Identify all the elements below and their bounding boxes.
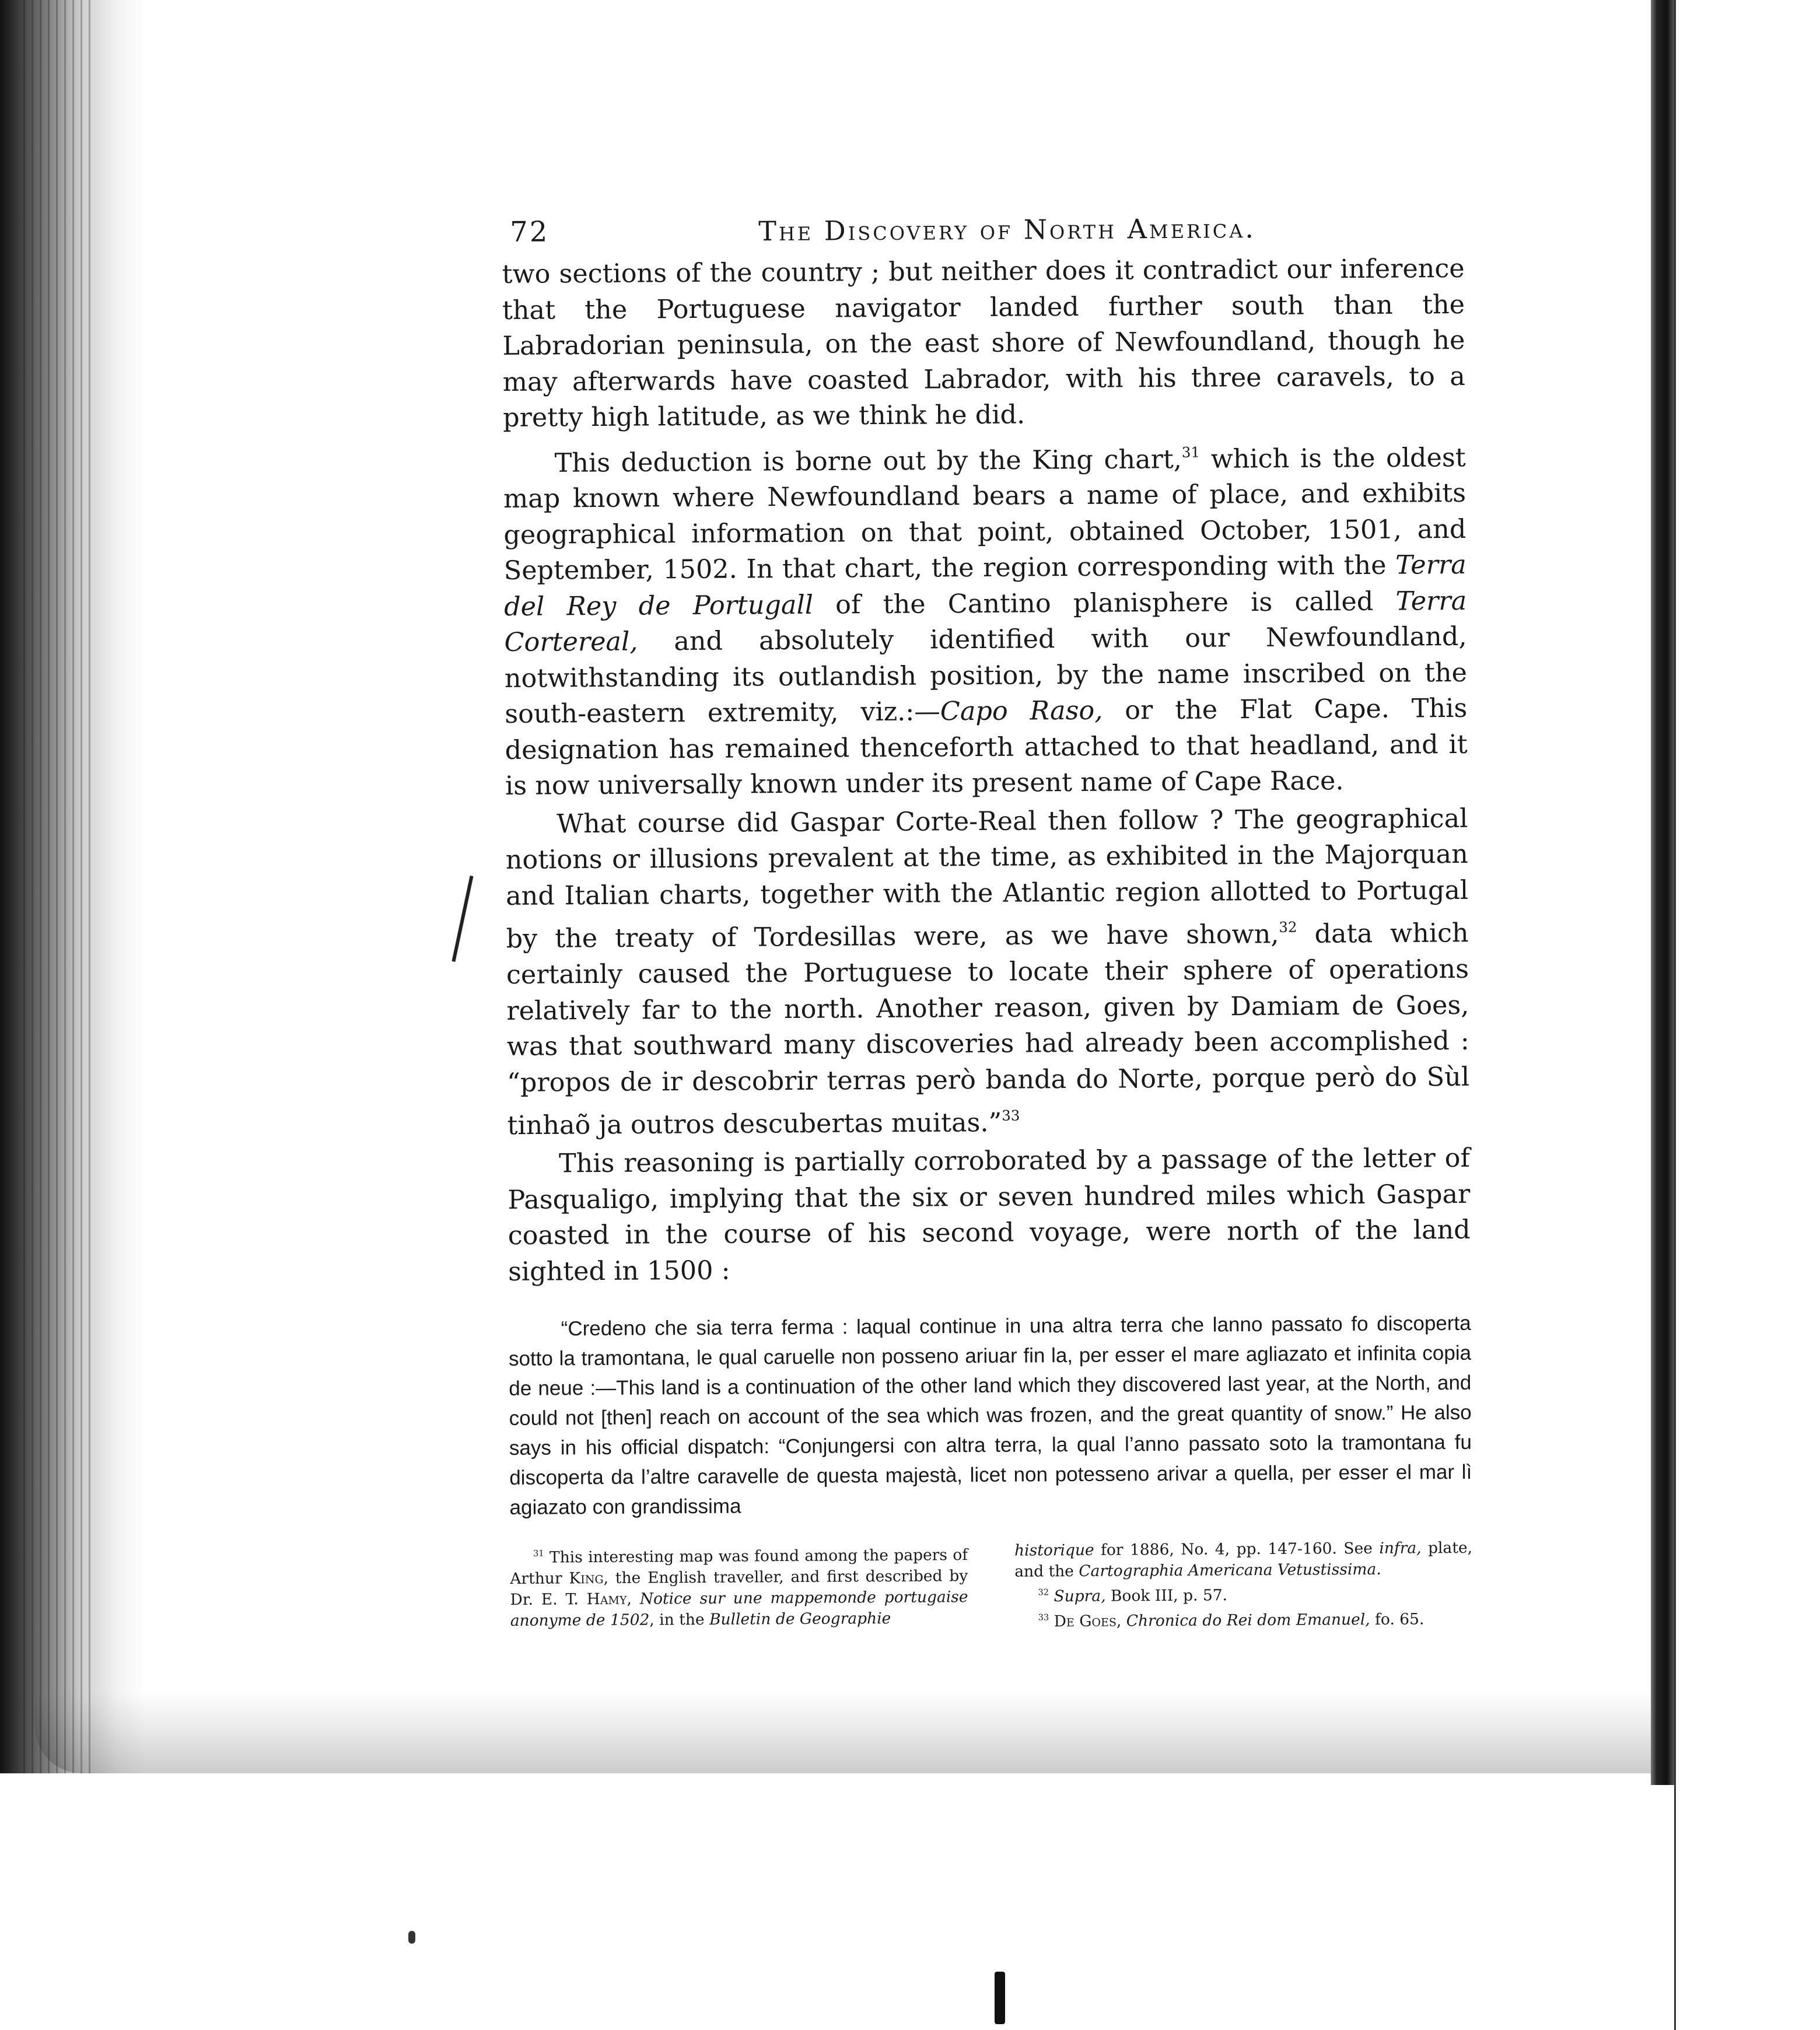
footnote-column-left [510,1541,968,1636]
footnote-31-continued [1014,1538,1472,1583]
running-title: The Discovery of North America. [758,212,1256,247]
footnote-31-king: King [569,1569,604,1588]
paragraph-2-text-e: or the Flat Cape. This designation has remained thenceforth attached to that headland, and it is now universally known under its present name of Cape Race. [505,694,1468,802]
facing-page-edge [1674,0,1820,2030]
footnote-31-text-d: , in the [649,1610,710,1629]
body-text [502,251,1471,1290]
paragraph-2-text-c: of the Cantino planisphere is called [813,586,1396,620]
page-text-block [502,204,1473,1636]
paragraph-3-text-b: data which certainly caused the Portuguese to locate their sphere of operations relatively far to the north. Another reason, given by Damiam de Goes, was that southward many discoveries had already been accomplished : “propos de ir descobrir terras però banda do Norte, porque però do Sùl tinhaõ ja outros descubertas muitas.” [506,918,1470,1141]
footnote-33 [1015,1605,1473,1633]
scan-artifact-dot [408,1931,415,1944]
footnote-33-italic-chronica: Chronica do Rei dom Emanuel, [1126,1610,1370,1630]
running-head [502,204,1464,257]
scan-bottom-margin [0,1773,1820,2030]
page-number: 72 [510,215,550,249]
footnote-31-italic-cartographia: Cartographia Americana Vetustissima. [1079,1560,1381,1581]
footnote-31-hamy: Hamy [586,1590,627,1609]
paragraph-4: This reasoning is partially corroborated by a passage of the letter of Pasqualigo, implying that the six or seven hundred miles which Gaspar coasted in the course of his second voyage, were north of the land sighted in 1500 : [508,1143,1471,1287]
paragraph-2-text-b: which is the oldest map known where Newfoundland bears a name of place, and exhibits geographical information on that point, obtained October, 1501, and September, 1502. In that chart, the region corresponding with the [503,442,1466,586]
footnote-31-italic-notice: Notice sur une mappemonde portugaise anonyme de 1502 [510,1588,968,1630]
footnote-31 [510,1541,968,1632]
footnote-33-author: De Goes, [1049,1612,1126,1631]
paragraph-2 [503,432,1468,804]
paragraph-2-text-a: This deduction is borne out by the King chart, [554,444,1182,478]
italic-capo-raso: Capo Raso, [940,696,1103,727]
footnote-31-text-a: This interesting map was found among the papers of Arthur [510,1546,968,1588]
paragraph-1: two sections of the country ; but neither does it contradict our inference that the Portuguese navigator landed further south than the Labradorian peninsula, on the east shore of Newfoundland, though he may afterwards have coasted Labrador, with his three caravels, to a pretty high latitude, as we think he did. [502,253,1465,433]
italic-terra-cortereal: Terra Cortereal, [504,586,1467,658]
footnote-31-cont-text-a: for 1886, No. 4, pp. 147-160. See [1094,1539,1380,1559]
footnote-33-text: fo. 65. [1370,1610,1424,1629]
block-quotation: “Credeno che sia terra ferma : laqual continue in una altra terra che lanno passato fo discoperta sotto la tramontana, le qual caruelle non posseno ariuar fin la, per esser el mare agliazato et infinita copia de neue :—This land is a continuation of the other land which they discovered last year, at the North, and could not [then] reach on account of the sea which was frozen, and the great quantity of snow.” He also says in his official dispatch: “Conjungersi con altra terra, la qual l’anno passato soto la tramontana fu discoperta da l’altre caravelle de questa majestà, licet non potesseno arivar a quella, per esser el mar lì agiazato con grandissima [508,1311,1472,1519]
paragraph-2-text-d: and absolutely identified with our Newfoundland, notwithstanding its outlandish position, by the name inscribed on the south-eastern extremity, viz.:— [504,622,1468,730]
footnote-31-text-c: , [626,1590,640,1608]
footnote-31-cont-text-b: plate, and the [1014,1538,1473,1581]
footnote-32-italic-supra: Supra, [1048,1587,1106,1606]
footnote-ref-33: 33 [1002,1107,1020,1124]
footnote-31-text-b: , the English traveller, and first described by Dr. E. T. [510,1567,968,1609]
book-spine-right [1651,0,1674,1785]
footnotes [510,1538,1473,1636]
footnote-ref-32: 32 [1279,919,1297,936]
italic-terra-del-rey: Terra del Rey de Portugall [504,550,1466,622]
paragraph-3 [505,801,1470,1144]
footnote-ref-31: 31 [1181,443,1200,461]
scan-artifact-mark [995,1972,1005,2024]
footnote-31-italic-infra: infra, [1379,1539,1422,1558]
footnote-32 [1014,1580,1472,1608]
footnote-31-italic-historique: historique [1014,1541,1094,1560]
page-fold-shadow [35,1692,1668,1773]
footnote-33-number: 33 [1038,1612,1049,1623]
margin-pencil-mark [452,876,473,962]
footnote-32-text: Book III, p. 57. [1105,1586,1228,1605]
paragraph-3-text-a: What course did Gaspar Corte-Real then follow ? The geographical notions or illusions prevalent at the time, as exhibited in the Majorquan and Italian charts, together with the Atlantic region allotted to Portugal by the treaty of Tordesillas were, as we have shown, [505,803,1469,954]
footnote-32-number: 32 [1038,1587,1049,1598]
footnote-column-right [1014,1538,1473,1633]
footnote-31-italic-bulletin: Bulletin de Geographie [709,1609,891,1629]
footnote-31-number: 31 [533,1548,544,1559]
